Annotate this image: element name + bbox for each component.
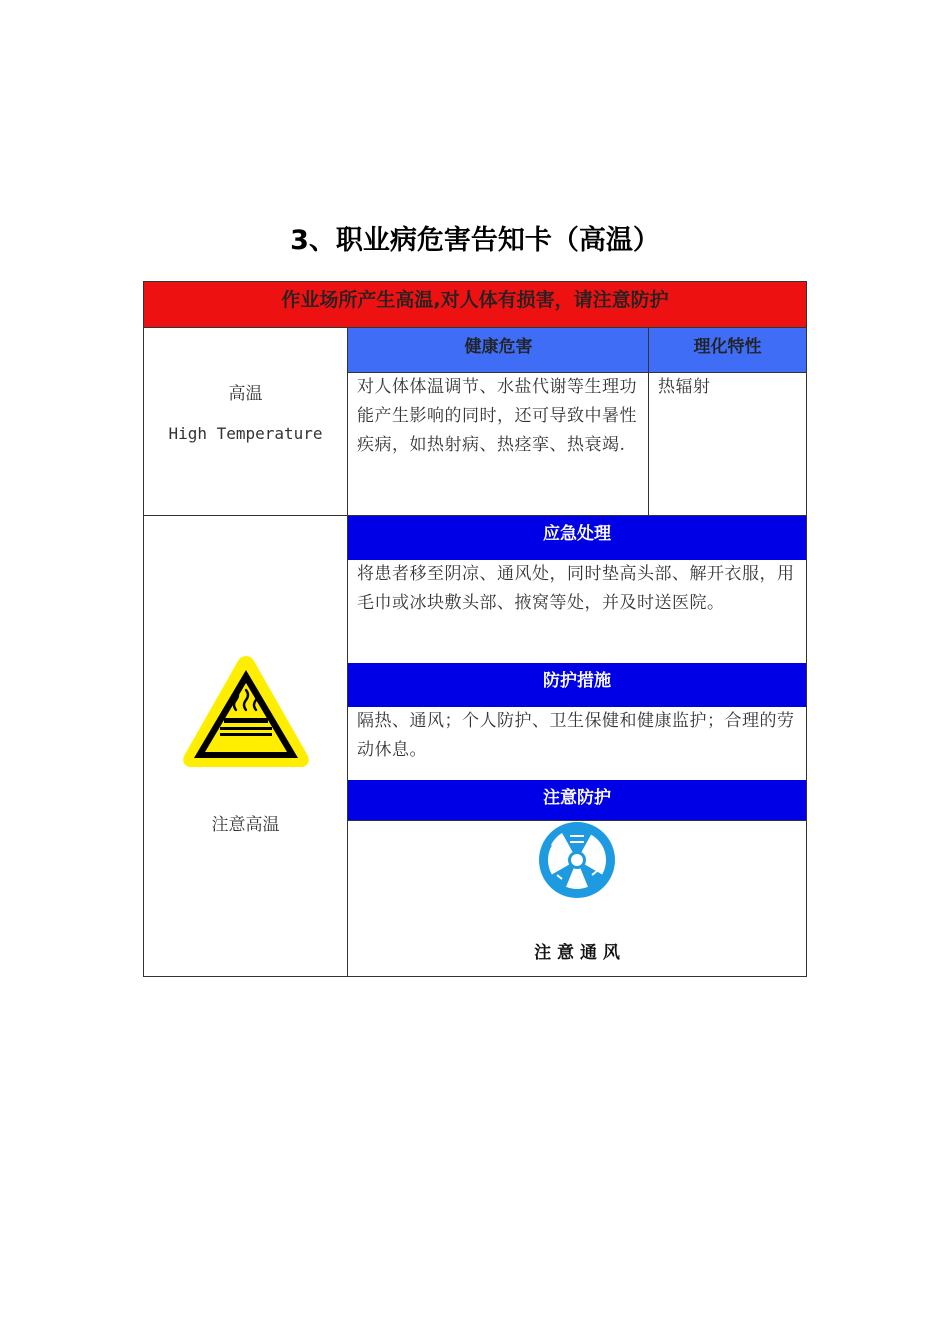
hazard-notice-card xyxy=(143,281,807,977)
ventilation-sign-label: 注 意 通 风 xyxy=(534,943,620,963)
protection-header: 防护措施 xyxy=(348,663,806,707)
properties-text: 热辐射 xyxy=(658,377,711,397)
emergency-text: 将患者移至阴凉、通风处，同时垫高头部、解开衣服，用毛巾或冰块敷头部、掖窝等处，并及时送医院。 xyxy=(357,564,795,613)
health-hazard-header: 健康危害 xyxy=(348,328,649,373)
attention-header: 注意防护 xyxy=(348,780,806,820)
hazard-name-cn: 高温 xyxy=(228,384,263,404)
hot-surface-warning-icon xyxy=(180,652,312,772)
hazard-name-en: High Temperature xyxy=(168,424,323,443)
protection-text: 隔热、通风；个人防护、卫生保健和健康监护；合理的劳动休息。 xyxy=(357,711,795,760)
warning-sign-label: 注意高温 xyxy=(211,815,280,835)
page-title: 3、职业病危害告知卡（高温） xyxy=(290,225,660,256)
column-divider xyxy=(347,328,348,976)
emergency-header: 应急处理 xyxy=(348,516,806,560)
health-hazard-text: 对人体体温调节、水盐代谢等生理功能产生影响的同时，还可导致中暑性疾病，如热射病、热痉挛、热衰竭. xyxy=(357,377,637,455)
ventilation-fan-icon xyxy=(537,820,617,900)
left-row-divider xyxy=(144,515,348,516)
warning-banner: 作业场所产生高温,对人体有损害，请注意防护 xyxy=(144,282,806,328)
properties-header: 理化特性 xyxy=(649,328,806,373)
